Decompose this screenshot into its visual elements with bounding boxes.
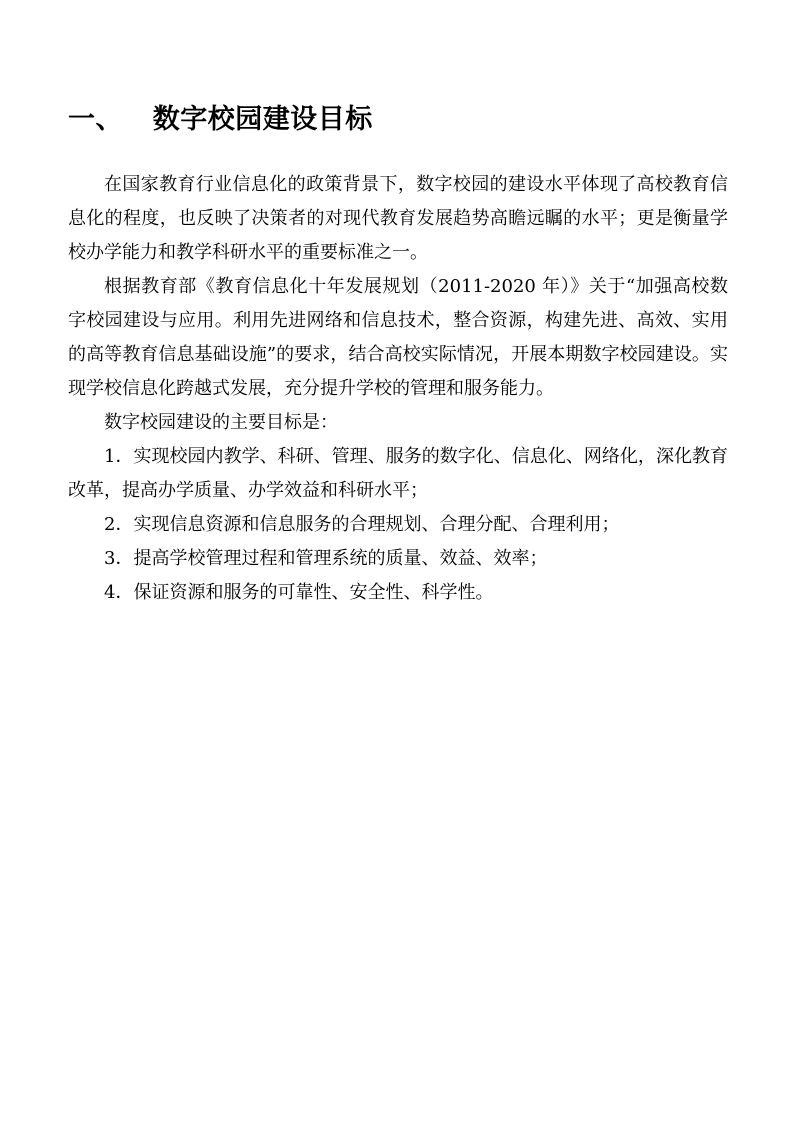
list-item-marker: 2． bbox=[104, 514, 134, 535]
paragraph-background: 在国家教育行业信息化的政策背景下，数字校园的建设水平体现了高校教育信息化的程度，也反映了决策者的对现代教育发展趋势高瞻远瞩的水平；更是衡量学校办学能力和教学科研水平的重要标准之一。 bbox=[68, 174, 728, 263]
list-item-text: 保证资源和服务的可靠性、安全性、科学性。 bbox=[133, 582, 494, 603]
list-item-marker: 4． bbox=[104, 582, 134, 603]
list-item-text: 提高学校管理过程和管理系统的质量、效益、效率； bbox=[133, 548, 548, 569]
list-item-text: 实现校园内教学、科研、管理、服务的数字化、信息化、网络化，深化教育改革，提高办学质量、办学效益和科研水平； bbox=[68, 446, 728, 501]
list-item-marker: 3． bbox=[104, 548, 134, 569]
goals-lead-in: 数字校园建设的主要目标是： bbox=[104, 412, 338, 433]
list-item bbox=[68, 576, 728, 610]
list-item-text: 实现信息资源和信息服务的合理规划、合理分配、合理利用； bbox=[133, 514, 620, 535]
list-item bbox=[68, 508, 728, 542]
list-item bbox=[68, 440, 728, 508]
list-item bbox=[68, 542, 728, 576]
page-title: 一、 数字校园建设目标 bbox=[68, 104, 373, 135]
goals-list bbox=[68, 440, 728, 610]
document-body bbox=[68, 168, 728, 610]
list-item-marker: 1． bbox=[104, 446, 134, 467]
paragraph-policy-basis: 根据教育部《教育信息化十年发展规划（2011-2020 年）》关于“加强高校数字校园建设与应用。利用先进网络和信息技术，整合资源，构建先进、高效、实用的高等教育信息基础设施”的要求，结合高校实际情况，开展本期数字校园建设。实现学校信息化跨越式发展，充分提升学校的管理和服务能力。 bbox=[68, 276, 728, 399]
